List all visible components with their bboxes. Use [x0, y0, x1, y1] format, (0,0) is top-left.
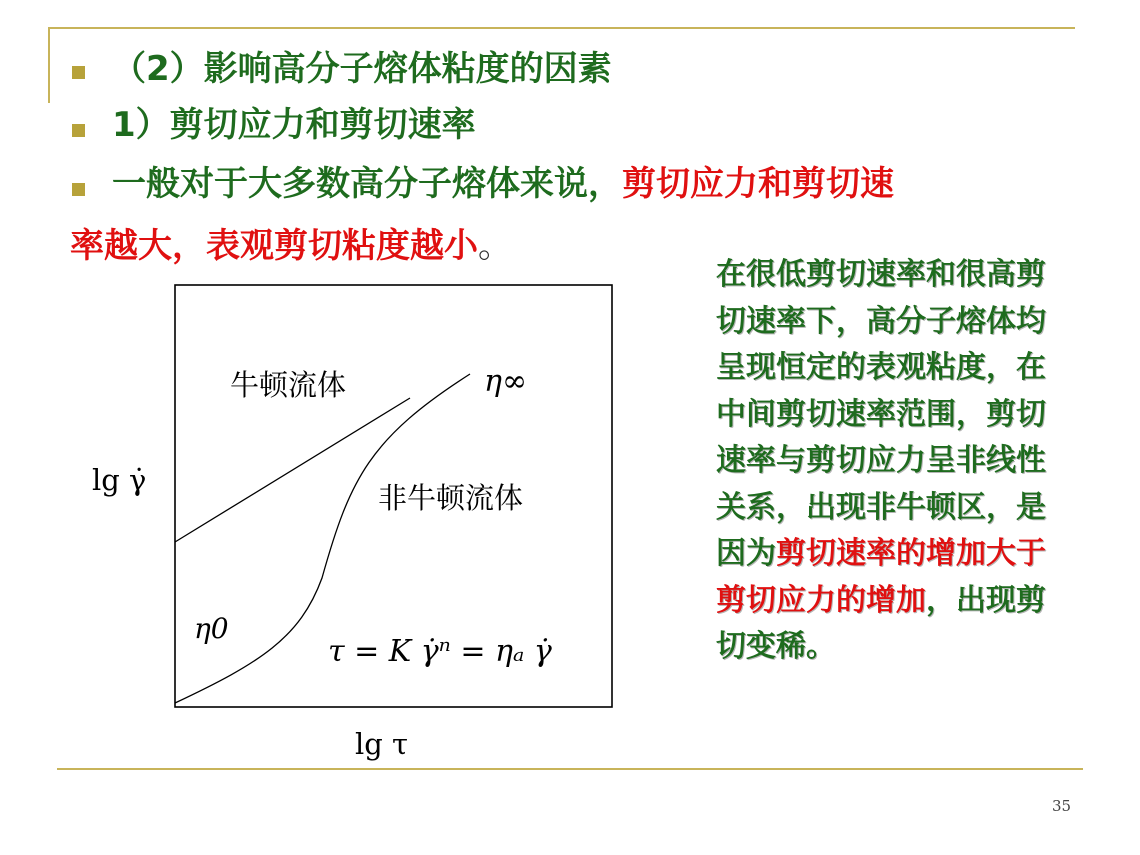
label-eta-inf: η∞ [484, 364, 527, 399]
equation: τ = K γ̇ⁿ = ηₐ γ̇ [328, 634, 552, 669]
intro-line-2 [70, 226, 512, 266]
subheading: 1）剪切应力和剪切速率 [112, 105, 476, 145]
intro-text: 一般对于大多数高分子熔体来说， [112, 164, 622, 204]
label-eta-0: η0 [194, 612, 229, 645]
side-highlight: 剪切速率的增加大于剪切应力的增加 [716, 536, 1046, 618]
heading: （2）影响高分子熔体粘度的因素 [112, 49, 612, 89]
flow-curve-figure [60, 278, 620, 768]
label-non-newtonian: 非牛顿流体 [378, 481, 524, 515]
page-number: 35 [1052, 797, 1072, 815]
left-rule [48, 27, 50, 103]
bottom-rule [57, 768, 1083, 770]
intro-period: 。 [478, 226, 512, 266]
side-explanation [716, 252, 1066, 671]
bullet-icon [72, 66, 85, 79]
side-text: 在很低剪切速率和很高剪切速率下，高分子熔体均呈现恒定的表观粘度，在中间剪切速率范围，剪切速率与剪切应力呈非线性关系，出现非牛顿区，是因为 [716, 257, 1046, 571]
intro-highlight: 剪切应力和剪切速 [622, 164, 894, 204]
y-axis-label: lg γ̇ [92, 463, 147, 497]
intro-line-1 [112, 164, 894, 204]
bullet-icon [72, 124, 85, 137]
bullet-icon [72, 183, 85, 196]
x-axis-label: lg τ [355, 727, 409, 761]
newtonian-line [175, 398, 410, 542]
intro-highlight-cont: 率越大，表观剪切粘度越小 [70, 226, 478, 266]
top-rule [48, 27, 1075, 29]
side-text-end: ，出现剪切变稀。 [716, 582, 1046, 664]
label-newtonian: 牛顿流体 [230, 368, 347, 402]
